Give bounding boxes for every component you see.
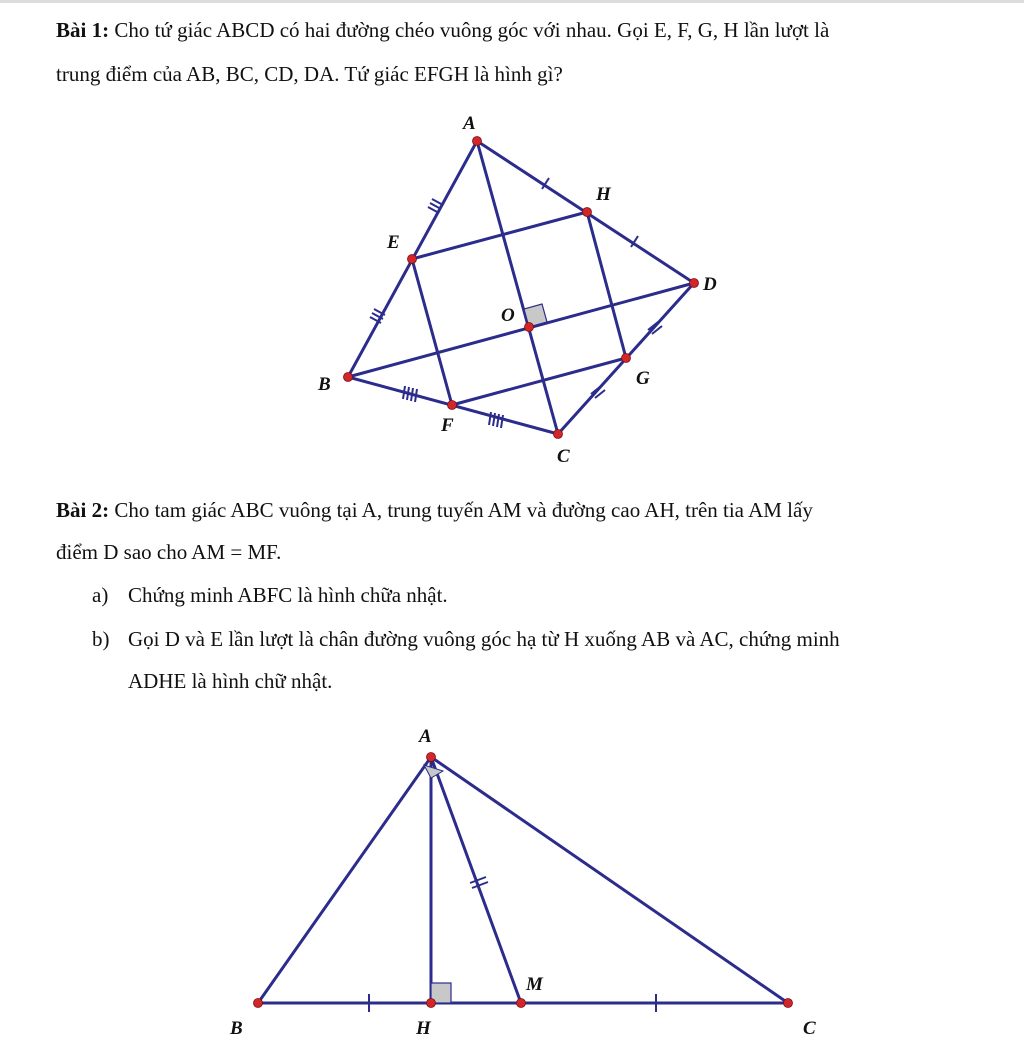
- point-H: [427, 999, 436, 1008]
- edge-CA: [431, 757, 788, 1003]
- edge-AB: [258, 757, 431, 1003]
- problem2-part-a-marker: a): [92, 583, 109, 607]
- problem2-part-b-marker: b): [92, 627, 110, 651]
- label-G: G: [636, 368, 650, 389]
- point-C: [784, 999, 793, 1008]
- point-M: [517, 999, 526, 1008]
- problem2-part-a-text: Chứng minh ABFC là hình chữa nhật.: [128, 583, 448, 607]
- label-M: M: [526, 974, 543, 995]
- label-H: H: [596, 184, 611, 205]
- problem1-title: Bài 1:: [56, 18, 110, 42]
- label-B: B: [230, 1018, 243, 1039]
- label-C: C: [803, 1018, 816, 1039]
- problem2-title: Bài 2:: [56, 498, 110, 522]
- label-A: A: [463, 113, 476, 134]
- label-B: B: [318, 374, 331, 395]
- label-D: D: [703, 274, 717, 295]
- problem1-line2: trung điểm của AB, BC, CD, DA. Tứ giác EFGH là hình gì?: [56, 62, 563, 86]
- problem2-part-b-line2: ADHE là hình chữ nhật.: [128, 669, 333, 693]
- label-O: O: [501, 305, 515, 326]
- problem1-text1: Cho tứ giác ABCD có hai đường chéo vuông góc với nhau. Gọi E, F, G, H lần lượt là: [114, 18, 830, 42]
- point-B: [254, 999, 263, 1008]
- point-A: [427, 753, 436, 762]
- label-A: A: [419, 726, 432, 747]
- label-F: F: [441, 415, 454, 436]
- label-E: E: [387, 232, 400, 253]
- problem2-part-b-line1: Gọi D và E lần lượt là chân đường vuông góc hạ từ H xuống AB và AC, chứng minh: [128, 627, 840, 651]
- label-C: C: [557, 446, 570, 467]
- label-H: H: [416, 1018, 431, 1039]
- problem2-line2: điểm D sao cho AM = MF.: [56, 540, 282, 564]
- tick-AM: [470, 877, 488, 888]
- problem2-text1: Cho tam giác ABC vuông tại A, trung tuyến AM và đường cao AH, trên tia AM lấy: [114, 498, 813, 522]
